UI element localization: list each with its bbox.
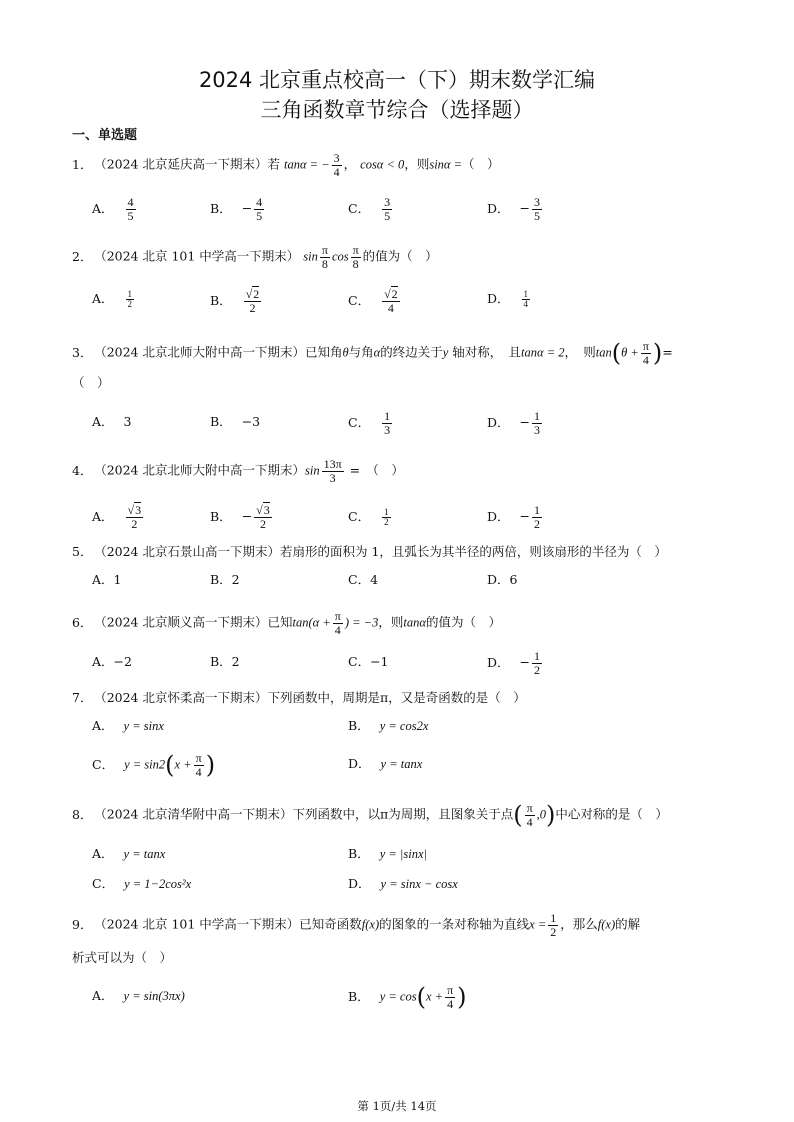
option-1c[interactable]: C． $\frac{3}{5}$	[348, 195, 391, 223]
question-4: 4． （2024 北京北师大附中高一下期末）sin $\frac{13\pi}{3}$ = （ ）	[72, 457, 404, 485]
option-1b[interactable]: B． − $\frac{4}{5}$	[210, 195, 263, 223]
option-5a[interactable]: A．1	[92, 572, 122, 587]
question-5: 5． （2024 北京石景山高一下期末）若扇形的面积为 1，且弧长为其半径的两倍，则该扇形的半径为（ ）	[72, 544, 667, 559]
question-3-paren: （ ）	[72, 375, 110, 390]
question-3: 3． （2024 北京北师大附中高一下期末）已知角θ与角α的终边关于y 轴对称， 且tanα = 2， 则tan(θ + $\frac{\pi}{4}$ )=	[72, 339, 673, 368]
option-9a[interactable]: A． y = sin(3πx)	[92, 988, 185, 1003]
question-7: 7． （2024 北京怀柔高一下期末）下列函数中，周期是π，又是奇函数的是（ ）	[72, 690, 526, 705]
option-5c[interactable]: C．4	[348, 572, 379, 587]
page-subtitle: 三角函数章节综合（选择题）	[260, 98, 534, 122]
option-6b[interactable]: B．2	[210, 654, 240, 669]
option-3b[interactable]: B． −3	[210, 414, 261, 429]
question-8: 8． （2024 北京清华附中高一下期末）下列函数中，以π为周期，且图象关于点( $\frac{\pi}{4}$ ,0)中心对称的是（ ）	[72, 801, 668, 830]
option-8b[interactable]: B． y = |sinx|	[348, 846, 427, 861]
option-5b[interactable]: B．2	[210, 572, 240, 587]
option-2a[interactable]: A． $\frac{1}{2}$	[92, 289, 133, 310]
option-3c[interactable]: C． $\frac{1}{3}$	[348, 409, 391, 437]
option-3a[interactable]: A． 3	[92, 414, 132, 429]
option-2c[interactable]: C． $\frac{√2}{4}$	[348, 287, 398, 315]
option-7b[interactable]: B． y = cos2x	[348, 718, 429, 733]
option-9b[interactable]: B． y = cos(x + $\frac{\pi}{4}$ )	[348, 983, 467, 1012]
question-6: 6． （2024 北京顺义高一下期末）已知tan(α + $\frac{\pi}{4}$ ) = −3，则tanα的值为（ ）	[72, 609, 501, 637]
option-1a[interactable]: A． $\frac{4}{5}$	[92, 195, 134, 223]
question-1: 1． （2024 北京延庆高一下期末）若 tanα = − $\frac{3}{4}$ ， cosα < 0，则sinα =（ ）	[72, 151, 500, 179]
option-4a[interactable]: A． $\frac{√3}{2}$	[92, 503, 142, 531]
page-footer: 第 1页/共 14页	[357, 1099, 437, 1113]
option-4b[interactable]: B． − $\frac{√3}{2}$	[210, 503, 270, 531]
question-9: 9． （2024 北京 101 中学高一下期末）已知奇函数f(x)的图象的一条对称轴为直线x = $\frac{1}{2}$ ，那么f(x)的解	[72, 911, 641, 939]
option-3d[interactable]: D． − $\frac{1}{3}$	[487, 409, 541, 437]
option-6d[interactable]: D． − $\frac{1}{2}$	[487, 649, 541, 677]
page-title: 2024 北京重点校高一（下）期末数学汇编	[198, 68, 596, 92]
option-1d[interactable]: D． − $\frac{3}{5}$	[487, 195, 541, 223]
option-4d[interactable]: D． − $\frac{1}{2}$	[487, 503, 541, 531]
option-7a[interactable]: A． y = sinx	[92, 718, 164, 733]
option-5d[interactable]: D．6	[487, 572, 518, 587]
option-8a[interactable]: A． y = tanx	[92, 846, 166, 861]
option-2d[interactable]: D． $\frac{1}{4}$	[487, 289, 529, 310]
option-8d[interactable]: D． y = sinx − cosx	[348, 876, 458, 891]
option-2b[interactable]: B． $\frac{√2}{2}$	[210, 287, 260, 315]
option-7d[interactable]: D． y = tanx	[348, 756, 423, 771]
option-4c[interactable]: C． $\frac{1}{2}$	[348, 507, 389, 528]
option-8c[interactable]: C． y = 1−2cos²x	[92, 876, 192, 891]
question-2: 2． （2024 北京 101 中学高一下期末） sin $\frac{\pi}{8}$ cos $\frac{\pi}{8}$ 的值为（ ）	[72, 243, 438, 271]
question-9-line2: 析式可以为（ ）	[72, 950, 173, 965]
section-heading: 一、单选题	[72, 128, 138, 143]
option-6a[interactable]: A．−2	[92, 654, 132, 669]
option-6c[interactable]: C．−1	[348, 654, 389, 669]
option-7c[interactable]: C． y = sin2(x + $\frac{\pi}{4}$ )	[92, 751, 216, 780]
